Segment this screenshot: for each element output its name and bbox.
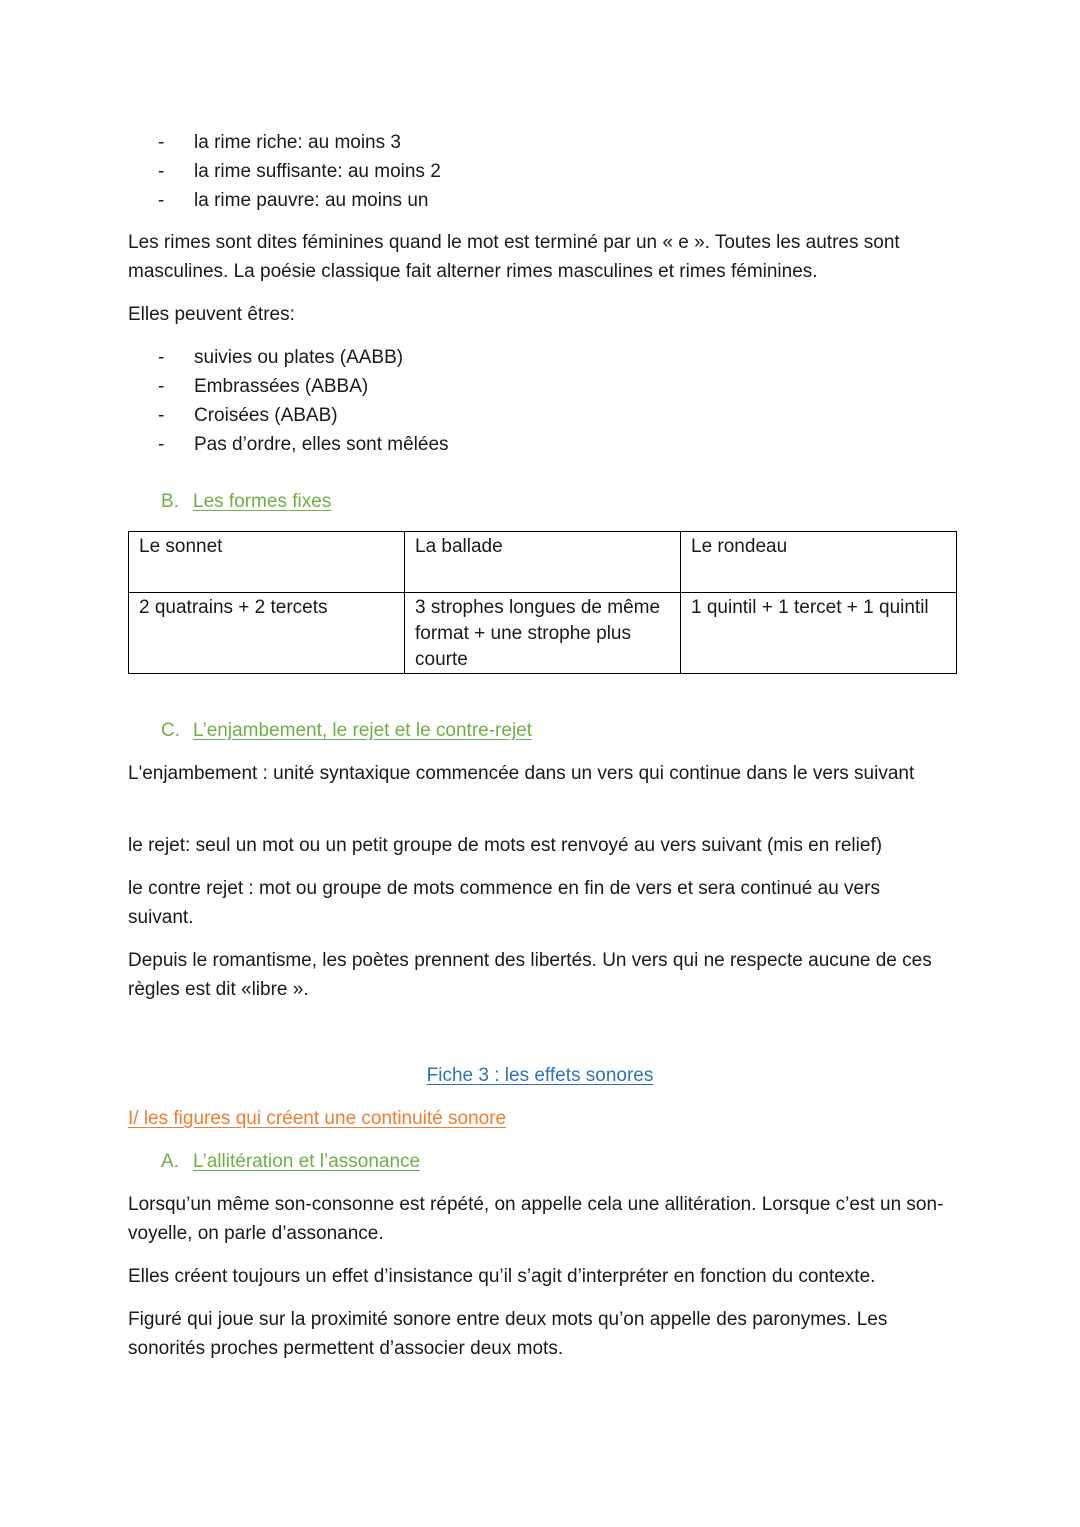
section-title: L’allitération et l’assonance: [193, 1151, 421, 1172]
table-header-cell: Le rondeau: [681, 532, 957, 593]
table-row: [129, 593, 957, 674]
section-title: L’enjambement, le rejet et le contre-rejet: [193, 720, 533, 741]
table-cell: 2 quatrains + 2 tercets: [129, 593, 405, 674]
peuvent-etre-text: Elles peuvent êtres:: [128, 304, 295, 325]
insistance-paragraph: Elles créent toujours un effet d’insistance qu’il s’agit d’interpréter en fonction du contexte.: [128, 1266, 876, 1287]
list-item: - suivies ou plates (AABB): [158, 347, 404, 368]
list-item: - Pas d’ordre, elles sont mêlées: [158, 434, 449, 455]
fixed-forms-table: [128, 531, 957, 674]
list-item: - Croisées (ABAB): [158, 405, 338, 426]
section-a-heading: [161, 1147, 420, 1176]
table-cell: 3 strophes longues de même format + une strophe plus courte: [405, 593, 681, 674]
disposition-list: [128, 343, 449, 459]
rimes-paragraph: Les rimes sont dites féminines quand le mot est terminé par un « e ». Toutes les autres sont masculines. La poésie classique fait alterner rimes masculines et rimes féminines.: [128, 232, 900, 282]
contre-rejet-definition: le contre rejet : mot ou groupe de mots commence en fin de vers et sera continué au vers suivant.: [128, 878, 880, 928]
section-1-heading: I/ les figures qui créent une continuité sonore: [128, 1108, 507, 1129]
list-item: - Embrassées (ABBA): [158, 376, 369, 397]
section-letter: A.: [161, 1151, 179, 1172]
enjambement-definition: L'enjambement : unité syntaxique commencée dans un vers qui continue dans le vers suivant: [128, 763, 915, 784]
allit-paragraph: Lorsqu’un même son-consonne est répété, on appelle cela une allitération. Lorsque c’est un son-voyelle, on parle d’assonance.: [128, 1194, 944, 1244]
table-header-cell: Le sonnet: [129, 532, 405, 593]
table-header-row: [129, 532, 957, 593]
list-item: - la rime pauvre: au moins un: [158, 190, 429, 211]
section-letter: C.: [161, 720, 180, 741]
table-header-cell: La ballade: [405, 532, 681, 593]
section-letter: B.: [161, 491, 179, 512]
list-item: - la rime suffisante: au moins 2: [158, 161, 441, 182]
list-item: - la rime riche: au moins 3: [158, 132, 401, 153]
section-b-heading: [161, 487, 331, 516]
fiche-title: Fiche 3 : les effets sonores: [426, 1065, 654, 1086]
section-title: Les formes fixes: [193, 491, 332, 512]
table-cell: 1 quintil + 1 tercet + 1 quintil: [681, 593, 957, 674]
section-c-heading: [161, 716, 532, 745]
rime-list: [128, 128, 441, 215]
rejet-definition: le rejet: seul un mot ou un petit groupe de mots est renvoyé au vers suivant (mis en relief): [128, 835, 883, 856]
paronymes-paragraph: Figuré qui joue sur la proximité sonore entre deux mots qu’on appelle des paronymes. Les sonorités proches permettent d’associer deux mots.: [128, 1309, 888, 1359]
romantisme-paragraph: Depuis le romantisme, les poètes prennent des libertés. Un vers qui ne respecte aucune de ces règles est dit «libre ».: [128, 950, 932, 1000]
